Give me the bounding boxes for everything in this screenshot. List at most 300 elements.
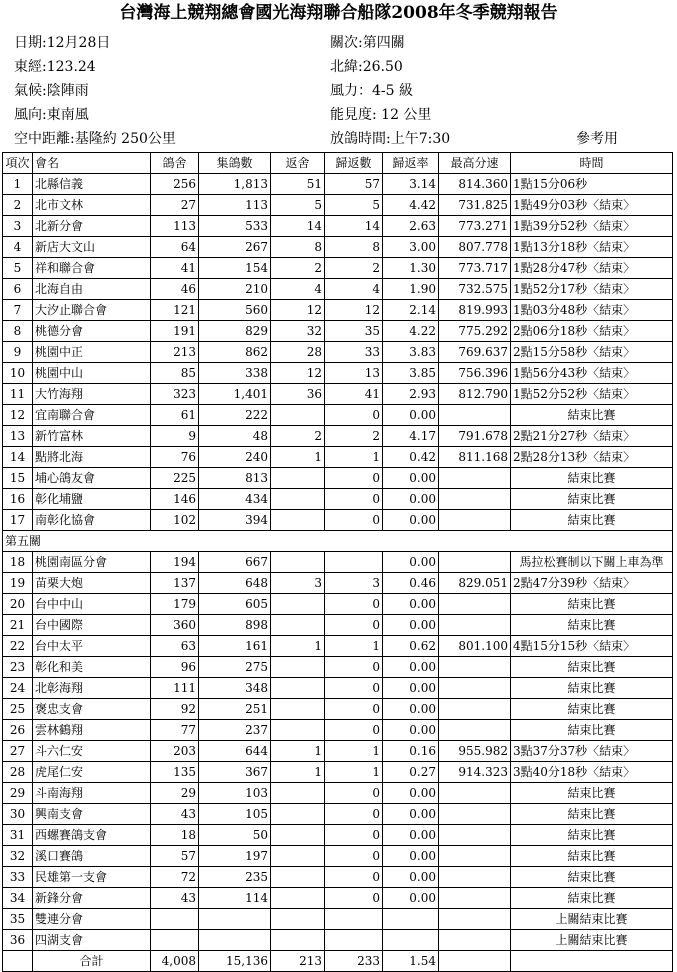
table-row bbox=[3, 657, 673, 678]
cell-returned-loft: 14 bbox=[271, 216, 325, 237]
cell-return-rate: 0.00 bbox=[383, 888, 439, 909]
cell-returns: 2 bbox=[325, 258, 383, 279]
info-longitude: 東經:123.24 bbox=[14, 59, 96, 75]
cell-top-speed bbox=[439, 909, 511, 930]
table-row bbox=[3, 678, 673, 699]
cell-index: 36 bbox=[3, 930, 33, 951]
total-label: 合計 bbox=[33, 951, 151, 972]
cell-lofts: 92 bbox=[151, 699, 199, 720]
cell-club: 苗栗大炮 bbox=[33, 573, 151, 594]
cell-time: 結束比賽 bbox=[511, 405, 673, 426]
cell-time: 結束比賽 bbox=[511, 510, 673, 531]
cell-time: 1點52分17秒〈結束〉 bbox=[511, 279, 673, 300]
cell-club: 雲林鶴翔 bbox=[33, 720, 151, 741]
table-row bbox=[3, 447, 673, 468]
cell-entries: 154 bbox=[199, 258, 271, 279]
cell-return-rate: 3.85 bbox=[383, 363, 439, 384]
cell-time: 1點15分06秒 bbox=[511, 174, 673, 195]
cell-club: 祥和聯合會 bbox=[33, 258, 151, 279]
info-weather: 氣候:陰陣雨 bbox=[14, 83, 89, 99]
cell-index: 31 bbox=[3, 825, 33, 846]
cell-index: 3 bbox=[3, 216, 33, 237]
cell-entries: 862 bbox=[199, 342, 271, 363]
cell-returned-loft: 4 bbox=[271, 279, 325, 300]
table-row bbox=[3, 300, 673, 321]
cell-returned-loft bbox=[271, 405, 325, 426]
cell-returned-loft: 12 bbox=[271, 363, 325, 384]
cell-index: 32 bbox=[3, 846, 33, 867]
cell-returns: 0 bbox=[325, 678, 383, 699]
cell-top-speed bbox=[439, 846, 511, 867]
cell-returns: 0 bbox=[325, 489, 383, 510]
cell-club: 新竹富林 bbox=[33, 426, 151, 447]
cell-entries bbox=[199, 930, 271, 951]
total-index bbox=[3, 951, 33, 972]
table-row bbox=[3, 909, 673, 930]
table-row bbox=[3, 930, 673, 951]
cell-time: 4點15分15秒〈結束〉 bbox=[511, 636, 673, 657]
header-returns: 歸返數 bbox=[325, 153, 383, 174]
cell-returned-loft bbox=[271, 552, 325, 573]
cell-top-speed: 773.271 bbox=[439, 216, 511, 237]
cell-entries: 367 bbox=[199, 762, 271, 783]
cell-return-rate: 0.00 bbox=[383, 405, 439, 426]
total-top-speed bbox=[439, 951, 511, 972]
cell-top-speed bbox=[439, 804, 511, 825]
cell-lofts: 27 bbox=[151, 195, 199, 216]
cell-returned-loft: 12 bbox=[271, 300, 325, 321]
cell-return-rate: 2.93 bbox=[383, 384, 439, 405]
cell-entries: 103 bbox=[199, 783, 271, 804]
cell-index: 9 bbox=[3, 342, 33, 363]
info-release-time: 放鴿時間:上午7:30 bbox=[330, 131, 451, 147]
cell-time: 2點28分13秒〈結束〉 bbox=[511, 447, 673, 468]
cell-returned-loft: 1 bbox=[271, 741, 325, 762]
header-row bbox=[3, 153, 673, 174]
header-time: 時間 bbox=[511, 153, 673, 174]
table-row bbox=[3, 174, 673, 195]
table-row bbox=[3, 741, 673, 762]
cell-club: 點將北海 bbox=[33, 447, 151, 468]
table-row bbox=[3, 321, 673, 342]
cell-return-rate: 0.00 bbox=[383, 867, 439, 888]
cell-returned-loft bbox=[271, 594, 325, 615]
cell-top-speed bbox=[439, 783, 511, 804]
info-stage: 關次:第四關 bbox=[330, 35, 405, 51]
cell-returns: 0 bbox=[325, 720, 383, 741]
cell-return-rate: 2.14 bbox=[383, 300, 439, 321]
cell-return-rate: 0.46 bbox=[383, 573, 439, 594]
cell-club: 台中國際 bbox=[33, 615, 151, 636]
table-row bbox=[3, 363, 673, 384]
cell-entries: 240 bbox=[199, 447, 271, 468]
cell-index: 15 bbox=[3, 468, 33, 489]
cell-returns: 41 bbox=[325, 384, 383, 405]
cell-entries: 267 bbox=[199, 237, 271, 258]
cell-index: 6 bbox=[3, 279, 33, 300]
cell-return-rate: 4.42 bbox=[383, 195, 439, 216]
cell-top-speed: 811.168 bbox=[439, 447, 511, 468]
cell-index: 16 bbox=[3, 489, 33, 510]
cell-time: 3點37分37秒〈結束〉 bbox=[511, 741, 673, 762]
cell-index: 28 bbox=[3, 762, 33, 783]
cell-club: 興南支會 bbox=[33, 804, 151, 825]
cell-time: 結束比賽 bbox=[511, 846, 673, 867]
info-reference: 參考用 bbox=[576, 131, 618, 147]
cell-return-rate: 0.00 bbox=[383, 846, 439, 867]
cell-index: 12 bbox=[3, 405, 33, 426]
cell-returns: 0 bbox=[325, 846, 383, 867]
cell-top-speed bbox=[439, 594, 511, 615]
cell-returned-loft bbox=[271, 720, 325, 741]
cell-lofts: 137 bbox=[151, 573, 199, 594]
cell-returns: 8 bbox=[325, 237, 383, 258]
header-return-rate: 歸返率 bbox=[383, 153, 439, 174]
info-visibility: 能見度: 12 公里 bbox=[330, 107, 432, 123]
cell-lofts: 146 bbox=[151, 489, 199, 510]
total-row bbox=[3, 951, 673, 972]
cell-returns: 4 bbox=[325, 279, 383, 300]
cell-return-rate: 0.00 bbox=[383, 678, 439, 699]
cell-top-speed bbox=[439, 552, 511, 573]
cell-club: 彰化埔鹽 bbox=[33, 489, 151, 510]
cell-returned-loft bbox=[271, 930, 325, 951]
cell-return-rate: 1.30 bbox=[383, 258, 439, 279]
cell-top-speed: 801.100 bbox=[439, 636, 511, 657]
cell-top-speed: 807.778 bbox=[439, 237, 511, 258]
cell-time: 結束比賽 bbox=[511, 867, 673, 888]
cell-entries: 338 bbox=[199, 363, 271, 384]
cell-top-speed bbox=[439, 699, 511, 720]
cell-entries: 644 bbox=[199, 741, 271, 762]
total-lofts: 4,008 bbox=[151, 951, 199, 972]
table-row bbox=[3, 342, 673, 363]
cell-time: 1點56分43秒〈結束〉 bbox=[511, 363, 673, 384]
cell-lofts: 360 bbox=[151, 615, 199, 636]
cell-time: 2點21分27秒〈結束〉 bbox=[511, 426, 673, 447]
cell-return-rate: 4.22 bbox=[383, 321, 439, 342]
cell-lofts: 85 bbox=[151, 363, 199, 384]
cell-lofts: 46 bbox=[151, 279, 199, 300]
cell-entries bbox=[199, 909, 271, 930]
cell-return-rate: 0.16 bbox=[383, 741, 439, 762]
table-row bbox=[3, 468, 673, 489]
cell-club: 西螺賽鴿支會 bbox=[33, 825, 151, 846]
cell-top-speed: 819.993 bbox=[439, 300, 511, 321]
cell-returns: 0 bbox=[325, 804, 383, 825]
cell-club: 彰化和美 bbox=[33, 657, 151, 678]
total-time bbox=[511, 951, 673, 972]
cell-time: 結束比賽 bbox=[511, 720, 673, 741]
cell-lofts: 61 bbox=[151, 405, 199, 426]
cell-returned-loft: 5 bbox=[271, 195, 325, 216]
cell-top-speed: 769.637 bbox=[439, 342, 511, 363]
cell-return-rate: 0.27 bbox=[383, 762, 439, 783]
cell-lofts: 191 bbox=[151, 321, 199, 342]
cell-time: 結束比賽 bbox=[511, 825, 673, 846]
table-row bbox=[3, 573, 673, 594]
cell-top-speed bbox=[439, 720, 511, 741]
cell-returns: 14 bbox=[325, 216, 383, 237]
cell-return-rate: 0.00 bbox=[383, 615, 439, 636]
header-index: 項次 bbox=[3, 153, 33, 174]
cell-time: 結束比賽 bbox=[511, 594, 673, 615]
cell-entries: 235 bbox=[199, 867, 271, 888]
cell-index: 35 bbox=[3, 909, 33, 930]
table-row bbox=[3, 237, 673, 258]
cell-club: 大竹海翔 bbox=[33, 384, 151, 405]
cell-entries: 210 bbox=[199, 279, 271, 300]
cell-lofts: 96 bbox=[151, 657, 199, 678]
cell-club: 新店大文山 bbox=[33, 237, 151, 258]
cell-index: 27 bbox=[3, 741, 33, 762]
cell-top-speed: 829.051 bbox=[439, 573, 511, 594]
cell-index: 14 bbox=[3, 447, 33, 468]
cell-returns: 0 bbox=[325, 657, 383, 678]
cell-top-speed: 732.575 bbox=[439, 279, 511, 300]
results-table bbox=[2, 152, 673, 972]
cell-lofts: 29 bbox=[151, 783, 199, 804]
cell-entries: 48 bbox=[199, 426, 271, 447]
cell-time: 3點40分18秒〈結束〉 bbox=[511, 762, 673, 783]
cell-index: 11 bbox=[3, 384, 33, 405]
cell-lofts: 72 bbox=[151, 867, 199, 888]
cell-lofts bbox=[151, 909, 199, 930]
cell-index: 23 bbox=[3, 657, 33, 678]
cell-returned-loft bbox=[271, 510, 325, 531]
cell-returns: 12 bbox=[325, 300, 383, 321]
cell-return-rate: 0.42 bbox=[383, 447, 439, 468]
table-row bbox=[3, 384, 673, 405]
cell-return-rate: 0.00 bbox=[383, 657, 439, 678]
cell-time: 結束比賽 bbox=[511, 888, 673, 909]
cell-time: 結束比賽 bbox=[511, 468, 673, 489]
cell-returned-loft: 1 bbox=[271, 762, 325, 783]
cell-returned-loft bbox=[271, 657, 325, 678]
cell-top-speed bbox=[439, 489, 511, 510]
cell-top-speed: 791.678 bbox=[439, 426, 511, 447]
cell-lofts: 256 bbox=[151, 174, 199, 195]
cell-entries: 813 bbox=[199, 468, 271, 489]
cell-returns: 0 bbox=[325, 594, 383, 615]
table-row bbox=[3, 216, 673, 237]
cell-returned-loft bbox=[271, 804, 325, 825]
table-row bbox=[3, 888, 673, 909]
cell-returned-loft: 51 bbox=[271, 174, 325, 195]
cell-returned-loft bbox=[271, 846, 325, 867]
cell-top-speed: 775.292 bbox=[439, 321, 511, 342]
table-row bbox=[3, 552, 673, 573]
table-row bbox=[3, 720, 673, 741]
cell-entries: 113 bbox=[199, 195, 271, 216]
cell-index: 30 bbox=[3, 804, 33, 825]
cell-return-rate: 0.00 bbox=[383, 552, 439, 573]
cell-returns: 13 bbox=[325, 363, 383, 384]
cell-returns: 1 bbox=[325, 741, 383, 762]
cell-return-rate: 0.00 bbox=[383, 699, 439, 720]
cell-returned-loft bbox=[271, 909, 325, 930]
cell-time: 結束比賽 bbox=[511, 489, 673, 510]
table-row bbox=[3, 195, 673, 216]
cell-return-rate: 0.00 bbox=[383, 489, 439, 510]
cell-time: 1點28分47秒〈結束〉 bbox=[511, 258, 673, 279]
header-entries: 集鴿數 bbox=[199, 153, 271, 174]
cell-returns: 0 bbox=[325, 825, 383, 846]
cell-time: 1點03分48秒〈結束〉 bbox=[511, 300, 673, 321]
cell-index: 5 bbox=[3, 258, 33, 279]
cell-returns: 0 bbox=[325, 405, 383, 426]
cell-top-speed: 731.825 bbox=[439, 195, 511, 216]
cell-lofts: 225 bbox=[151, 468, 199, 489]
cell-returned-loft: 36 bbox=[271, 384, 325, 405]
table-row bbox=[3, 783, 673, 804]
header-top-speed: 最高分速 bbox=[439, 153, 511, 174]
cell-return-rate: 0.00 bbox=[383, 783, 439, 804]
total-returned-loft: 213 bbox=[271, 951, 325, 972]
cell-index: 26 bbox=[3, 720, 33, 741]
cell-returned-loft bbox=[271, 489, 325, 510]
cell-lofts: 194 bbox=[151, 552, 199, 573]
cell-top-speed: 773.717 bbox=[439, 258, 511, 279]
cell-time: 上關結束比賽 bbox=[511, 930, 673, 951]
cell-club: 虎尾仁安 bbox=[33, 762, 151, 783]
cell-return-rate: 3.00 bbox=[383, 237, 439, 258]
cell-club: 台中中山 bbox=[33, 594, 151, 615]
info-wind-direction: 風向:東南風 bbox=[14, 107, 89, 123]
cell-entries: 251 bbox=[199, 699, 271, 720]
cell-index: 21 bbox=[3, 615, 33, 636]
cell-index: 25 bbox=[3, 699, 33, 720]
cell-top-speed: 756.396 bbox=[439, 363, 511, 384]
cell-club: 大汐止聯合會 bbox=[33, 300, 151, 321]
cell-returns: 1 bbox=[325, 636, 383, 657]
cell-top-speed bbox=[439, 867, 511, 888]
cell-time: 2點15分58秒〈結束〉 bbox=[511, 342, 673, 363]
cell-entries: 348 bbox=[199, 678, 271, 699]
cell-index: 2 bbox=[3, 195, 33, 216]
cell-index: 24 bbox=[3, 678, 33, 699]
cell-returns: 0 bbox=[325, 510, 383, 531]
cell-lofts bbox=[151, 930, 199, 951]
cell-returned-loft: 32 bbox=[271, 321, 325, 342]
cell-club: 桃園中正 bbox=[33, 342, 151, 363]
cell-returns: 5 bbox=[325, 195, 383, 216]
table-row bbox=[3, 615, 673, 636]
cell-entries: 605 bbox=[199, 594, 271, 615]
cell-lofts: 76 bbox=[151, 447, 199, 468]
header-lofts: 鴿舍 bbox=[151, 153, 199, 174]
cell-entries: 394 bbox=[199, 510, 271, 531]
cell-return-rate: 3.14 bbox=[383, 174, 439, 195]
table-row bbox=[3, 867, 673, 888]
cell-returns: 57 bbox=[325, 174, 383, 195]
cell-lofts: 135 bbox=[151, 762, 199, 783]
cell-club: 台中太平 bbox=[33, 636, 151, 657]
cell-entries: 161 bbox=[199, 636, 271, 657]
table-row bbox=[3, 489, 673, 510]
total-returns: 233 bbox=[325, 951, 383, 972]
cell-top-speed bbox=[439, 825, 511, 846]
cell-returns: 0 bbox=[325, 468, 383, 489]
cell-top-speed bbox=[439, 510, 511, 531]
cell-club: 斗南海翔 bbox=[33, 783, 151, 804]
cell-lofts: 57 bbox=[151, 846, 199, 867]
cell-lofts: 323 bbox=[151, 384, 199, 405]
cell-returns: 0 bbox=[325, 867, 383, 888]
cell-index: 4 bbox=[3, 237, 33, 258]
table-row bbox=[3, 279, 673, 300]
cell-return-rate bbox=[383, 909, 439, 930]
table-row bbox=[3, 594, 673, 615]
cell-club: 新鋒分會 bbox=[33, 888, 151, 909]
cell-return-rate: 4.17 bbox=[383, 426, 439, 447]
cell-lofts: 121 bbox=[151, 300, 199, 321]
cell-top-speed bbox=[439, 930, 511, 951]
info-date: 日期:12月28日 bbox=[14, 35, 111, 51]
cell-lofts: 43 bbox=[151, 888, 199, 909]
cell-returned-loft: 8 bbox=[271, 237, 325, 258]
cell-entries: 197 bbox=[199, 846, 271, 867]
cell-returned-loft: 2 bbox=[271, 258, 325, 279]
section-label: 第五關 bbox=[3, 531, 673, 552]
cell-club: 桃園南區分會 bbox=[33, 552, 151, 573]
cell-returned-loft: 28 bbox=[271, 342, 325, 363]
cell-entries: 434 bbox=[199, 489, 271, 510]
cell-entries: 275 bbox=[199, 657, 271, 678]
header-returned-loft: 返舍 bbox=[271, 153, 325, 174]
cell-club: 北新分會 bbox=[33, 216, 151, 237]
cell-lofts: 179 bbox=[151, 594, 199, 615]
info-latitude: 北緯:26.50 bbox=[330, 59, 403, 75]
cell-lofts: 9 bbox=[151, 426, 199, 447]
table-row bbox=[3, 825, 673, 846]
cell-return-rate: 0.62 bbox=[383, 636, 439, 657]
cell-return-rate: 1.90 bbox=[383, 279, 439, 300]
cell-returns: 0 bbox=[325, 615, 383, 636]
cell-top-speed bbox=[439, 678, 511, 699]
cell-time: 馬拉松賽制以下關上車為準 bbox=[511, 552, 673, 573]
cell-club: 桃德分會 bbox=[33, 321, 151, 342]
cell-returns: 0 bbox=[325, 783, 383, 804]
cell-club: 南彰化協會 bbox=[33, 510, 151, 531]
cell-club: 四湖支會 bbox=[33, 930, 151, 951]
cell-returned-loft bbox=[271, 825, 325, 846]
cell-index: 10 bbox=[3, 363, 33, 384]
cell-returns bbox=[325, 909, 383, 930]
cell-lofts: 213 bbox=[151, 342, 199, 363]
cell-lofts: 113 bbox=[151, 216, 199, 237]
cell-time: 結束比賽 bbox=[511, 804, 673, 825]
cell-returns: 3 bbox=[325, 573, 383, 594]
cell-time: 結束比賽 bbox=[511, 657, 673, 678]
cell-club: 北縣信義 bbox=[33, 174, 151, 195]
table-row bbox=[3, 258, 673, 279]
cell-entries: 667 bbox=[199, 552, 271, 573]
cell-return-rate: 0.00 bbox=[383, 510, 439, 531]
cell-returned-loft: 1 bbox=[271, 447, 325, 468]
cell-time: 結束比賽 bbox=[511, 678, 673, 699]
section-row bbox=[3, 531, 673, 552]
table-row bbox=[3, 405, 673, 426]
cell-club: 北彰海翔 bbox=[33, 678, 151, 699]
cell-return-rate: 0.00 bbox=[383, 468, 439, 489]
cell-top-speed bbox=[439, 657, 511, 678]
table-row bbox=[3, 762, 673, 783]
cell-club: 北海自由 bbox=[33, 279, 151, 300]
cell-returned-loft bbox=[271, 867, 325, 888]
cell-returns: 0 bbox=[325, 699, 383, 720]
cell-entries: 1,813 bbox=[199, 174, 271, 195]
